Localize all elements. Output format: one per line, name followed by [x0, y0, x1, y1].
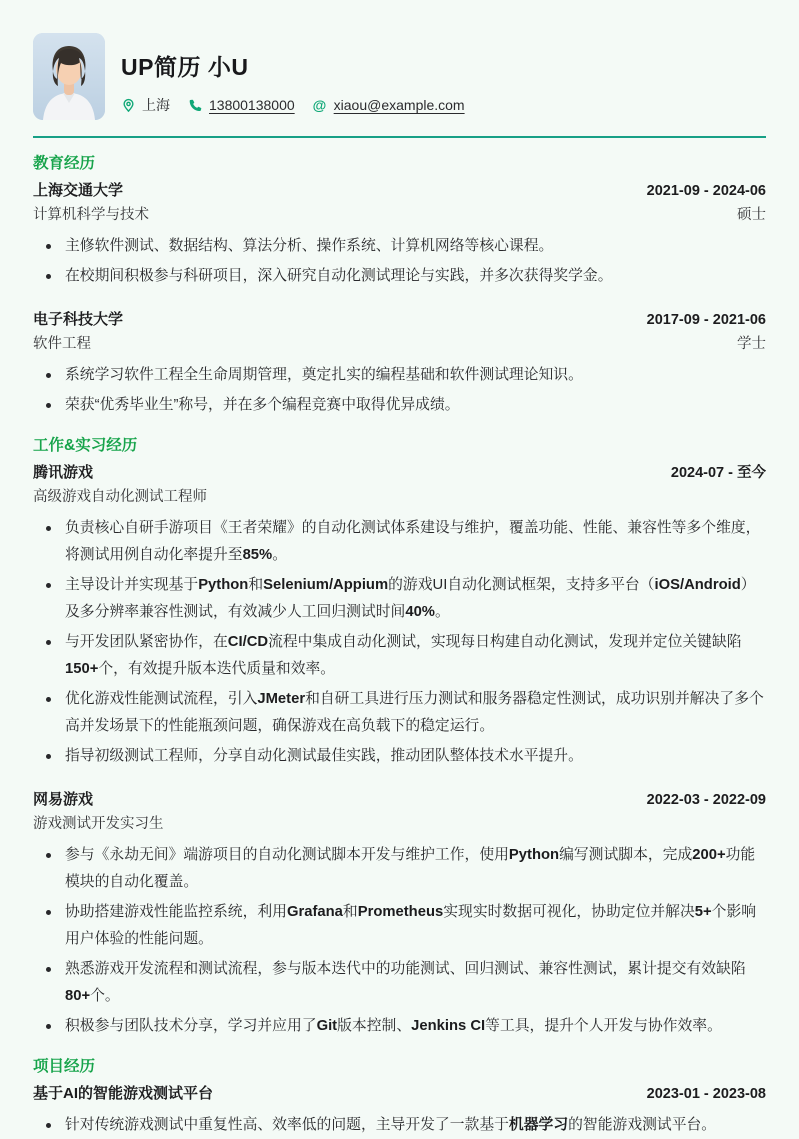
entry — [33, 788, 766, 1040]
header-divider — [33, 136, 766, 138]
entry-sub-row — [33, 332, 766, 356]
candidate-name: UP简历 小U — [121, 54, 249, 80]
entry — [33, 179, 766, 290]
entry-date: 2017-09 - 2021-06 — [646, 312, 766, 328]
entry-header-row — [33, 1082, 766, 1106]
bullet-dot-icon — [46, 526, 51, 531]
bullet-item: 优化游戏性能测试流程，引入JMeter和自研工具进行压力测试和服务器稳定性测试，成功识别并解决了多个高并发场景下的性能瓶颈问题，确保游戏在高负载下的稳定运行。 — [33, 686, 766, 740]
resume-section — [33, 153, 766, 419]
bullet-item: 积极参与团队技术分享，学习并应用了Git版本控制、Jenkins CI等工具，提升个人开发与协作效率。 — [33, 1013, 766, 1040]
bullet-dot-icon — [46, 373, 51, 378]
bullet-list — [33, 233, 766, 290]
location-item — [121, 95, 170, 115]
phone-link[interactable]: 13800138000 — [209, 97, 295, 113]
phone-item — [188, 97, 295, 113]
profile-photo-illustration — [33, 33, 105, 120]
bullet-dot-icon — [46, 910, 51, 915]
entry-header-row — [33, 788, 766, 812]
bullet-item: 协助搭建游戏性能监控系统，利用Grafana和Prometheus实现实时数据可视化，协助定位并解决5+个影响用户体验的性能问题。 — [33, 899, 766, 953]
bullet-item: 针对传统游戏测试中重复性高、效率低的问题，主导开发了一款基于机器学习的智能游戏测试平台。 — [33, 1112, 766, 1139]
bullet-dot-icon — [46, 403, 51, 408]
entry-org: 腾讯游戏 — [33, 464, 94, 481]
bullet-item: 参与《永劫无间》端游项目的自动化测试脚本开发与维护工作，使用Python编写测试脚本，完成200+功能模块的自动化覆盖。 — [33, 842, 766, 896]
bullet-item: 主导设计并实现基于Python和Selenium/Appium的游戏UI自动化测试框架，支持多平台（iOS/Android）及多分辨率兼容性测试，有效减少人工回归测试时间40%。 — [33, 572, 766, 626]
resume-section — [33, 1056, 766, 1139]
entry-date: 2024-07 - 至今 — [670, 465, 766, 481]
entry-org: 网易游戏 — [33, 791, 94, 808]
bullet-dot-icon — [46, 583, 51, 588]
entry — [33, 461, 766, 770]
entry-degree: 硕士 — [737, 207, 766, 223]
bullet-dot-icon — [46, 640, 51, 645]
entry-org: 电子科技大学 — [33, 311, 124, 328]
entry-date: 2022-03 - 2022-09 — [646, 792, 766, 808]
resume-section — [33, 435, 766, 1040]
location-pin-icon — [121, 98, 136, 113]
section-title: 项目经历 — [33, 1058, 96, 1075]
resume-header — [33, 33, 766, 120]
section-title: 工作&实习经历 — [33, 437, 138, 454]
entry-header-row — [33, 461, 766, 485]
entry-header-row — [33, 179, 766, 203]
entry-degree: 学士 — [737, 336, 766, 352]
entry-role: 计算机科学与技术 — [33, 207, 149, 223]
entry-org: 上海交通大学 — [33, 182, 124, 199]
entry — [33, 1082, 766, 1139]
bullet-dot-icon — [46, 274, 51, 279]
profile-photo — [33, 33, 105, 120]
bullet-item: 负责核心自研手游项目《王者荣耀》的自动化测试体系建设与维护，覆盖功能、性能、兼容性等多个维度，将测试用例自动化率提升至85%。 — [33, 515, 766, 569]
section-title: 教育经历 — [33, 155, 96, 172]
bullet-dot-icon — [46, 853, 51, 858]
entry-sub-row — [33, 485, 766, 509]
bullet-item: 系统学习软件工程全生命周期管理，奠定扎实的编程基础和软件测试理论知识。 — [33, 362, 766, 389]
entry-date: 2023-01 - 2023-08 — [646, 1086, 766, 1102]
entry-org: 基于AI的智能游戏测试平台 — [33, 1085, 214, 1102]
at-sign-icon: @ — [312, 96, 327, 113]
entry — [33, 308, 766, 419]
bullet-dot-icon — [46, 754, 51, 759]
bullet-list — [33, 515, 766, 770]
bullet-list — [33, 1112, 766, 1139]
bullet-item: 与开发团队紧密协作，在CI/CD流程中集成自动化测试，实现每日构建自动化测试，发现并定位关键缺陷150+个，有效提升版本迭代质量和效率。 — [33, 629, 766, 683]
bullet-list — [33, 362, 766, 419]
sections-container — [33, 153, 766, 1139]
entry-header-row — [33, 308, 766, 332]
bullet-dot-icon — [46, 1123, 51, 1128]
entry-role: 软件工程 — [33, 336, 91, 352]
bullet-list — [33, 842, 766, 1040]
email-link[interactable]: xiaou@example.com — [333, 97, 465, 113]
bullet-dot-icon — [46, 967, 51, 972]
bullet-dot-icon — [46, 1024, 51, 1029]
entry-role: 游戏测试开发实习生 — [33, 816, 164, 832]
bullet-item: 指导初级测试工程师，分享自动化测试最佳实践，推动团队整体技术水平提升。 — [33, 743, 766, 770]
bullet-item: 主修软件测试、数据结构、算法分析、操作系统、计算机网络等核心课程。 — [33, 233, 766, 260]
entry-sub-row — [33, 812, 766, 836]
header-text — [105, 33, 766, 115]
bullet-item: 荣获“优秀毕业生”称号，并在多个编程竞赛中取得优异成绩。 — [33, 392, 766, 419]
email-item — [313, 97, 465, 113]
entry-role: 高级游戏自动化测试工程师 — [33, 489, 207, 505]
contact-row — [121, 95, 766, 115]
entry-date: 2021-09 - 2024-06 — [646, 183, 766, 199]
entry-sub-row — [33, 203, 766, 227]
bullet-item: 熟悉游戏开发流程和测试流程，参与版本迭代中的功能测试、回归测试、兼容性测试，累计提交有效缺陷80+个。 — [33, 956, 766, 1010]
bullet-item: 在校期间积极参与科研项目，深入研究自动化测试理论与实践，并多次获得奖学金。 — [33, 263, 766, 290]
phone-icon — [188, 98, 203, 113]
bullet-dot-icon — [46, 244, 51, 249]
bullet-dot-icon — [46, 697, 51, 702]
location-text: 上海 — [142, 97, 170, 113]
